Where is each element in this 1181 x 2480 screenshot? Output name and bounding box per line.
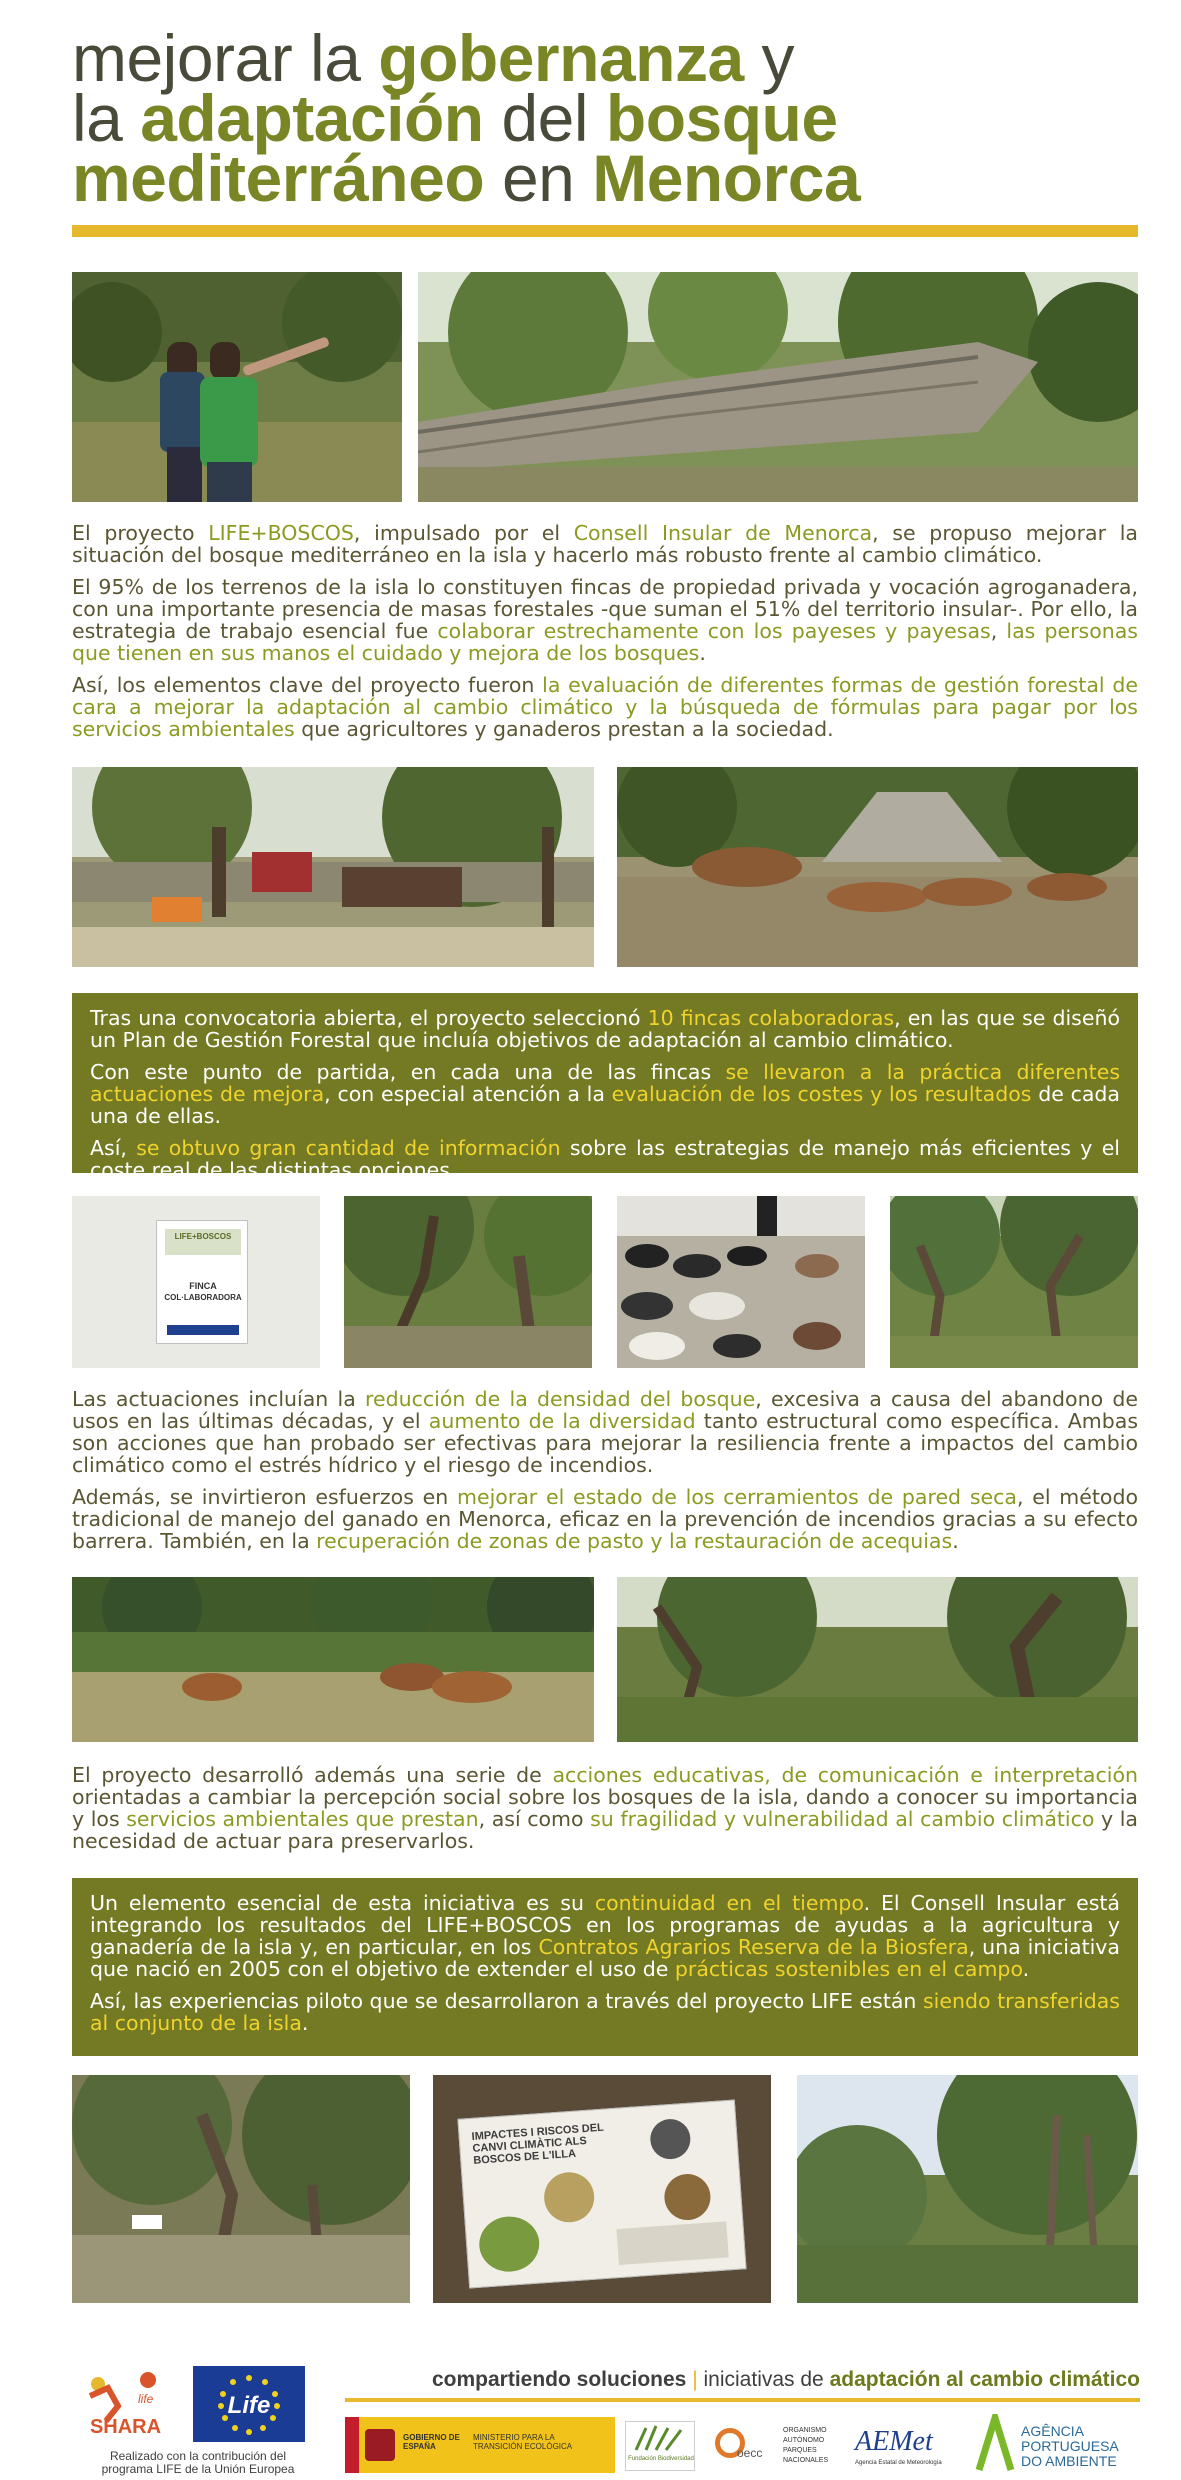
title-text: en [484,141,593,215]
text: Las actuaciones incluían la [72,1387,366,1411]
page-title [72,21,1132,215]
highlight-text: acciones educativas, de comunicación e interpretación [552,1763,1138,1787]
oecc-label: oecc [737,2446,763,2460]
eu-life-wordmark: Life [227,2392,271,2419]
tagline-separator: | [686,2368,704,2391]
highlight-text: colaborar estrechamente con los payeses y payesas [437,619,991,643]
text: El 95% de los terrenos de la isla lo constituyen fincas de propiedad privada y vocación agroganadera, con una importante presencia de masas forestales -que suman el 51% del territorio insular-. Por ello, la estrategia de trabajo esencial fue [72,575,1138,643]
apa-leaf-icon [975,2414,1015,2474]
highlight-text: se obtuvo gran cantidad de información [136,1136,561,1160]
panel-title: IMPACTES I RISCOS DEL CANVI CLIMÀTIC ALS BOSCOS DE L'ILLA [471,2121,605,2167]
panel-text-block [616,2221,728,2265]
text: Tras una convocatoria abierta, el proyecto seleccionó [90,1006,648,1030]
paragraph [90,1137,1120,1181]
tagline-highlight: adaptación al cambio climático [829,2368,1140,2391]
title-highlight: gobernanza [378,21,744,95]
apa-line: AGÊNCIA [1021,2423,1085,2439]
highlight-text: Contratos Agrarios Reserva de la Biosfera [538,1935,969,1959]
panel-photo [542,2171,595,2224]
title-text: del [483,81,606,155]
title-underline [72,225,1138,237]
highlight-text: 10 fincas colaboradoras [647,1006,895,1030]
tagline-text: iniciativas de [703,2368,830,2391]
photo-people-forest [72,272,402,502]
highlight-text: reducción de la densidad del bosque [365,1387,756,1411]
text: Así, [90,1136,137,1160]
ministerio-label: MINISTERIO PARA LA TRANSICIÓN ECOLÓGICA [473,2433,573,2451]
title-text: y [743,21,794,95]
title-text: mejorar la [72,21,379,95]
text: Así, las experiencias piloto que se desarrollaron a través del proyecto LIFE están [90,1989,923,2013]
text: . [952,1529,959,1553]
spain-coat-of-arms-icon [365,2429,395,2461]
paragraph [72,522,1138,566]
text: Además, se invirtieron esfuerzos en [72,1485,457,1509]
gobierno-label: GOBIERNO DE ESPAÑA [403,2433,460,2451]
highlight-text: continuidad en el tiempo [594,1891,864,1915]
title-highlight: Menorca [592,141,861,215]
fundacion-biodiversidad-logo [625,2421,695,2471]
actions-text [72,1388,1138,1562]
shara-life: life [138,2392,154,2406]
intro-text [72,522,1138,750]
paragraph [72,674,1138,740]
sign-brand: LIFE+BOSCOS [174,1232,232,1241]
education-text [72,1764,1138,1862]
text: . [301,2011,309,2035]
highlight-text: su fragilidad y vulnerabilidad al cambio climático [590,1807,1095,1831]
oecc-logo [707,2426,773,2470]
highlight-text: aumento de la diversidad [428,1409,696,1433]
tagline-main: compartiendo soluciones [431,2368,687,2391]
highlight-text: la evaluación de diferentes formas de gestión forestal de cara a mejorar la adaptación al cambio climático y la búsqueda de fórmulas para pagar por los servicios ambientales [72,673,1138,741]
text: sobre las estrategias de manejo más eficientes y el coste real de las distintas opciones. [90,1136,1121,1182]
title-highlight: bosque [605,81,838,155]
footer-underline [345,2398,1140,2402]
paragraph [90,1990,1120,2034]
parques-line: AUTÓNOMO [783,2437,825,2444]
panel-map [477,2215,541,2274]
contribution-note [78,2450,318,2476]
footer-tagline [345,2368,1140,2392]
photo-interpretive-panel [433,2075,771,2303]
paragraph [90,1061,1120,1127]
text: , así como [478,1807,591,1831]
photo-woodland [890,1196,1138,1368]
text: Un elemento esencial de esta iniciativa es su [90,1891,595,1915]
aemet-sub: Agencia Estatal de Meteorología [855,2460,942,2466]
paragraph [72,1764,1138,1852]
text: , en las que se diseñó un Plan de Gestión Forestal que incluía objetivos de adaptación al cambio climático. [90,1006,1120,1052]
shara-wordmark: SHARA [89,2416,162,2438]
highlight-box-continuidad [72,1878,1138,2056]
photo-farm-yard [72,767,594,967]
panel-photo [663,2173,712,2222]
highlight-text: recuperación de zonas de pasto y la restauración de acequias [316,1529,953,1553]
paragraph [90,1892,1120,1980]
text: El proyecto [72,521,209,545]
highlight-text: evaluación de los costes y los resultados [611,1082,1032,1106]
fundacion-label: Fundación Biodiversidad [628,2456,694,2462]
sign-line1: FINCA [189,1281,217,1291]
paragraph [72,1388,1138,1476]
apa-line: PORTUGUESA [1021,2438,1119,2454]
spain-flag-stripe [345,2417,359,2473]
highlight-text: se llevaron a la práctica diferentes actuaciones de mejora [90,1060,1120,1106]
text: Así, los elementos clave del proyecto fueron [72,673,543,697]
apa-line: DO AMBIENTE [1021,2453,1117,2469]
contribution-line: Realizado con la contribución del [109,2449,287,2463]
text: tanto estructural como específica. Ambas son acciones que han probado ser efectivas para mejorar la resiliencia frente a impactos del cambio climático como el estrés hídrico y el riesgo de incendios. [72,1409,1138,1477]
paragraph [90,1007,1120,1051]
photo-pine-forest [797,2075,1138,2303]
photo-cows-pasture [72,1577,594,1742]
text: . [699,641,706,665]
text: Con este punto de partida, en cada una de las fincas [90,1060,726,1084]
grass-icon [626,2422,696,2452]
eu-flag [193,2366,305,2442]
title-text: la [72,81,141,155]
aemet-logo [855,2422,955,2472]
photo-stone-wall [418,272,1138,502]
finca-sign-plate [156,1220,248,1344]
title-highlight: mediterráneo [72,141,485,215]
text: orientadas a cambiar la percepción social sobre los bosques de la isla, dando a conocer su importancia y los [72,1785,1138,1831]
highlight-text: las personas que tienen en sus manos el cuidado y mejora de los bosques [72,619,1138,665]
apa-label [1021,2424,1119,2469]
text: . El Consell Insular está integrando los resultados del LIFE+BOSCOS en los programas de ayudas a la agricultura y ganadería de la isla y, en particular, en los [90,1891,1120,1959]
text: que agricultores y ganaderos prestan a la sociedad. [294,717,834,741]
highlight-text: siendo transferidas al conjunto de la isla [90,1989,1120,2035]
text: , excesiva a causa del abandono de usos en las últimas décadas, y el [72,1387,1138,1433]
shara-logo [78,2366,173,2456]
photo-cows-pyramid [617,767,1138,967]
paragraph [72,576,1138,664]
apa-logo [975,2414,1140,2476]
ministerio-logo [345,2417,615,2473]
text: , el método tradicional de manejo del ganado en Menorca, eficaz en la prevención de incendios gracias a su efecto barrera. También, en la [72,1485,1138,1553]
parques-nacionales-logo [783,2426,849,2472]
aemet-wordmark: AEMet [855,2426,933,2457]
text: de cada una de ellas. [90,1082,1120,1128]
highlight-text: mejorar el estado de los cerramientos de pared seca [457,1485,1017,1509]
title-highlight: adaptación [140,81,484,155]
contribution-line: programa LIFE de la Unión Europea [101,2462,295,2476]
sign-line2: COL·LABORADORA [164,1293,242,1302]
photo-goats [617,1196,865,1368]
text: , con especial atención a la [324,1082,612,1106]
highlight-text: servicios ambientales que prestan [126,1807,479,1831]
panel-photo [649,2118,692,2161]
parques-line: PARQUES [783,2447,817,2454]
sign-logos-strip [167,1325,239,1335]
paragraph [72,1486,1138,1552]
parques-line: ORGANISMO [783,2427,827,2434]
highlight-box-fincas [72,993,1138,1182]
parques-line: NACIONALES [783,2457,829,2464]
text: , una iniciativa que nació en 2005 con el objetivo de extender el uso de [90,1935,1120,1981]
text: , se propuso mejorar la situación del bosque mediterráneo en la isla y hacerlo más robusto frente al cambio climático. [72,521,1138,567]
highlight-text: Consell Insular de Menorca [573,521,873,545]
photo-finca-sign [72,1196,320,1368]
text: , impulsado por el [353,521,574,545]
highlight-text: prácticas sostenibles en el campo [674,1957,1023,1981]
photo-oak-forest [617,1577,1138,1742]
text: El proyecto desarrolló además una serie de [72,1763,553,1787]
text: , [990,619,1007,643]
interpretive-panel [457,2100,746,2289]
text: y la necesidad de actuar para preservarlos. [72,1807,1138,1853]
text: . [1022,1957,1030,1981]
highlight-text: LIFE+BOSCOS [208,521,354,545]
photo-rocky-forest [72,2075,410,2303]
photo-forest-trunks [344,1196,592,1368]
